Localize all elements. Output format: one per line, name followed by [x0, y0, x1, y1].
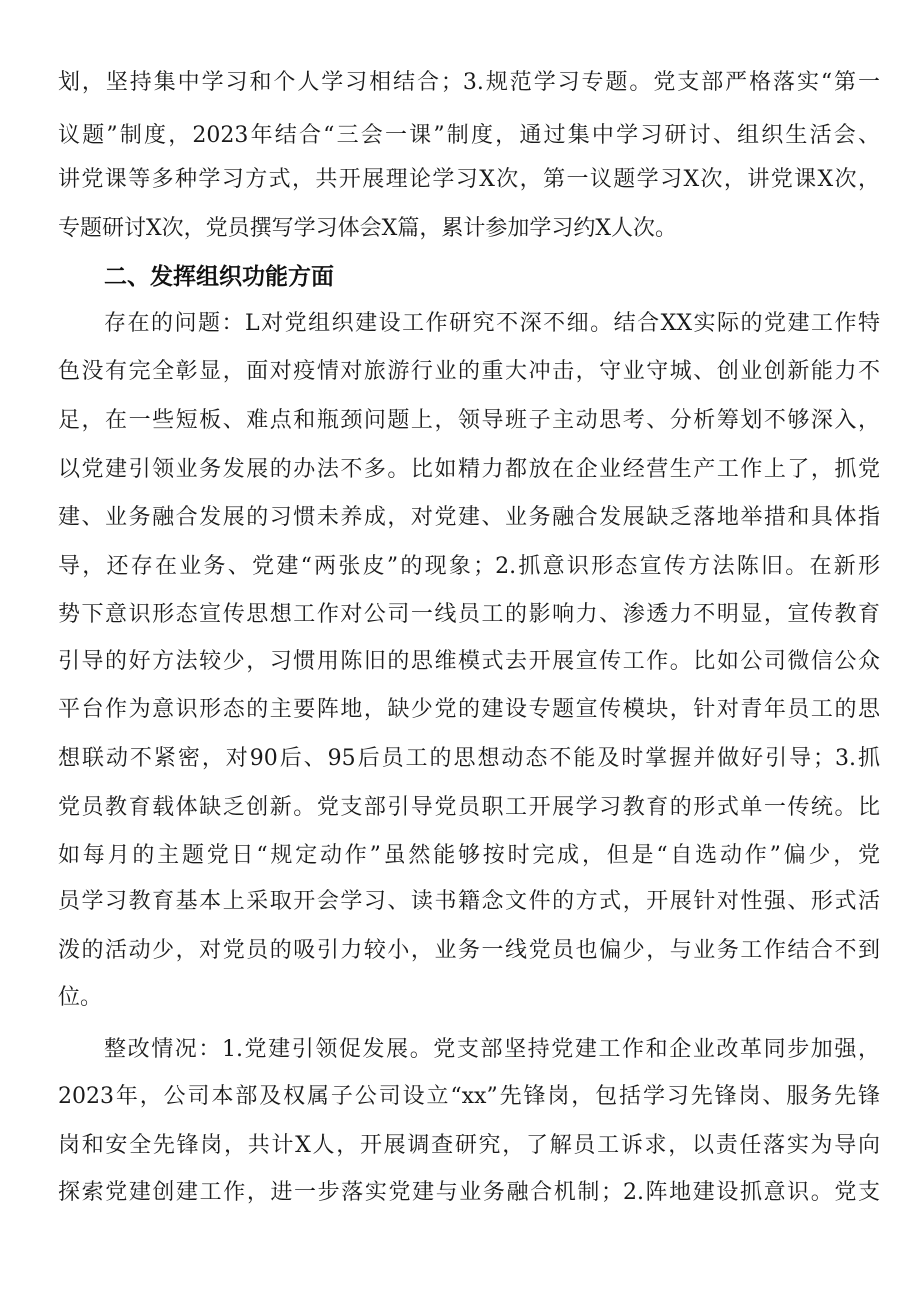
problems-line: 建、业务融合发展的习惯未养成，对党建、业务融合发展缺乏落地举措和具体指 — [58, 505, 880, 530]
problems-line: 泼的活动少，对党员的吸引力较小，业务一线党员也偏少，与业务工作结合不到 — [58, 938, 880, 963]
problems-line: 势下意识形态宣传思想工作对公司一线员工的影响力、渗透力不明显，宣传教育 — [58, 602, 880, 627]
problems-line: 存在的问题：L对党组织建设工作研究不深不细。结合XX实际的党建工作特 — [104, 311, 880, 336]
section-heading: 二、发挥组织功能方面 — [104, 264, 334, 290]
paragraph1-line: 划，坚持集中学习和个人学习相结合；3.规范学习专题。党支部严格落实“第一 — [58, 70, 880, 95]
problems-line: 如每月的主题党日“规定动作”虽然能够按时完成，但是“自选动作”偏少，党 — [58, 843, 880, 868]
problems-line: 色没有完全彰显，面对疫情对旅游行业的重大冲击，守业守城、创业创新能力不 — [58, 359, 880, 384]
paragraph1-line: 讲党课等多种学习方式，共开展理论学习X次，第一议题学习X次，讲党课X次， — [58, 167, 880, 192]
problems-line: 以党建引领业务发展的办法不多。比如精力都放在企业经营生产工作上了，抓党 — [58, 457, 880, 482]
problems-line: 想联动不紧密，对90后、95后员工的思想动态不能及时掌握并做好引导；3.抓 — [58, 746, 880, 771]
problems-line: 足，在一些短板、难点和瓶颈问题上，领导班子主动思考、分析筹划不够深入， — [58, 408, 880, 433]
rectification-line: 2023年，公司本部及权属子公司设立“xx”先锋岗，包括学习先锋岗、服务先锋 — [58, 1084, 880, 1109]
rectification-line: 探索党建创建工作，进一步落实党建与业务融合机制；2.阵地建设抓意识。党支 — [58, 1180, 880, 1205]
problems-line: 引导的好方法较少，习惯用陈旧的思维模式去开展宣传工作。比如公司微信公众 — [58, 649, 880, 674]
paragraph1-line: 议题”制度，2023年结合“三会一课”制度，通过集中学习研讨、组织生活会、 — [58, 123, 880, 148]
problems-line: 导，还存在业务、党建“两张皮”的现象；2.抓意识形态宣传方法陈旧。在新形 — [58, 554, 880, 579]
rectification-line: 岗和安全先锋岗，共计X人，开展调查研究，了解员工诉求，以责任落实为导向 — [58, 1133, 880, 1158]
problems-line: 平台作为意识形态的主要阵地，缺少党的建设专题宣传模块，针对青年员工的思 — [58, 697, 880, 722]
paragraph1-line: 专题研讨X次，党员撰写学习体会X篇，累计参加学习约X人次。 — [58, 216, 677, 241]
rectification-line: 整改情况：1.党建引领促发展。党支部坚持党建工作和企业改革同步加强， — [104, 1037, 880, 1062]
problems-line: 位。 — [58, 985, 103, 1010]
problems-line: 员学习教育基本上采取开会学习、读书籍念文件的方式，开展针对性强、形式活 — [58, 889, 880, 914]
problems-line: 党员教育载体缺乏创新。党支部引导党员职工开展学习教育的形式单一传统。比 — [58, 795, 880, 820]
